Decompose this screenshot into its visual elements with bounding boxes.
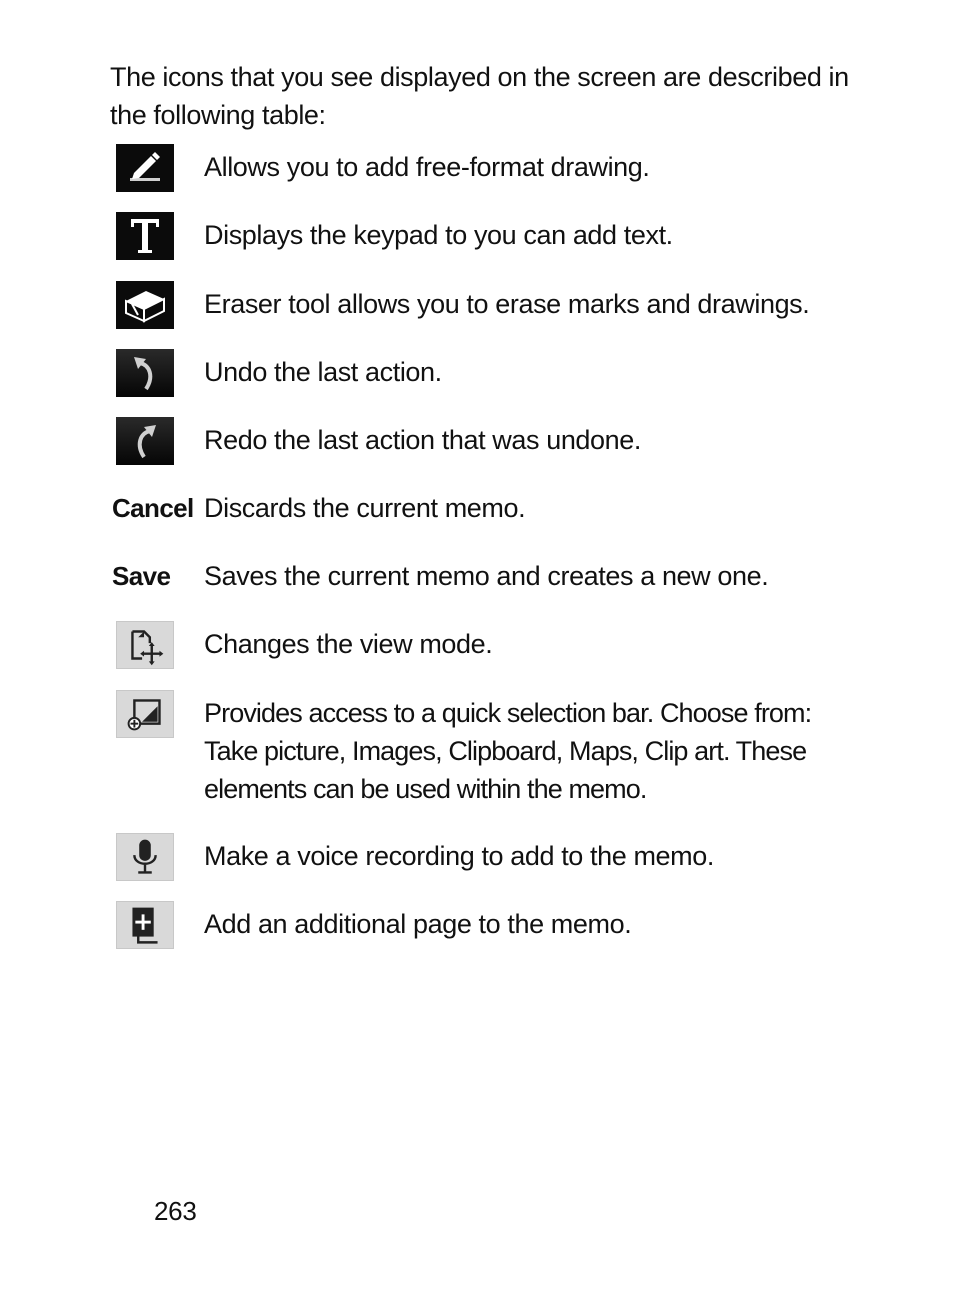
- icon-cell: [116, 833, 174, 881]
- row-description: Allows you to add free-format drawing.: [204, 152, 650, 182]
- icon-cell: [116, 690, 174, 738]
- row-description: Make a voice recording to add to the memo.: [204, 841, 714, 871]
- row-description: [204, 694, 894, 808]
- text-icon: [116, 212, 174, 260]
- icon-cell: [116, 144, 174, 192]
- icon-cell: [116, 901, 174, 949]
- save-label: Save: [112, 561, 171, 591]
- description-line: elements can be used within the memo.: [204, 774, 647, 804]
- row-description: Eraser tool allows you to erase marks and drawings.: [204, 289, 810, 319]
- eraser-icon: [116, 281, 174, 329]
- row-description: Redo the last action that was undone.: [204, 425, 642, 455]
- page-number: 263: [154, 1196, 197, 1226]
- row-description: Changes the view mode.: [204, 629, 493, 659]
- add-page-icon: [116, 901, 174, 949]
- row-description: Displays the keypad to you can add text.: [204, 220, 673, 250]
- icon-cell: [116, 349, 174, 397]
- cancel-label: Cancel: [112, 493, 194, 523]
- icon-cell: [116, 212, 174, 260]
- description-line: Provides access to a quick selection bar. Choose from:: [204, 698, 812, 728]
- pen-icon: [116, 144, 174, 192]
- undo-icon: [116, 349, 174, 397]
- row-description: Add an additional page to the memo.: [204, 909, 632, 939]
- insert-icon: [116, 690, 174, 738]
- icon-cell: [116, 281, 174, 329]
- view-mode-icon: [116, 621, 174, 669]
- icon-cell: [116, 621, 174, 669]
- microphone-icon: [116, 833, 174, 881]
- row-description: Saves the current memo and creates a new one.: [204, 561, 769, 591]
- row-description: Undo the last action.: [204, 357, 442, 387]
- description-line: Take picture, Images, Clipboard, Maps, Clip art. These: [204, 736, 807, 766]
- row-description: Discards the current memo.: [204, 493, 526, 523]
- intro-paragraph: The icons that you see displayed on the screen are described in the following table:: [110, 62, 849, 130]
- redo-icon: [116, 417, 174, 465]
- icon-cell: [116, 417, 174, 465]
